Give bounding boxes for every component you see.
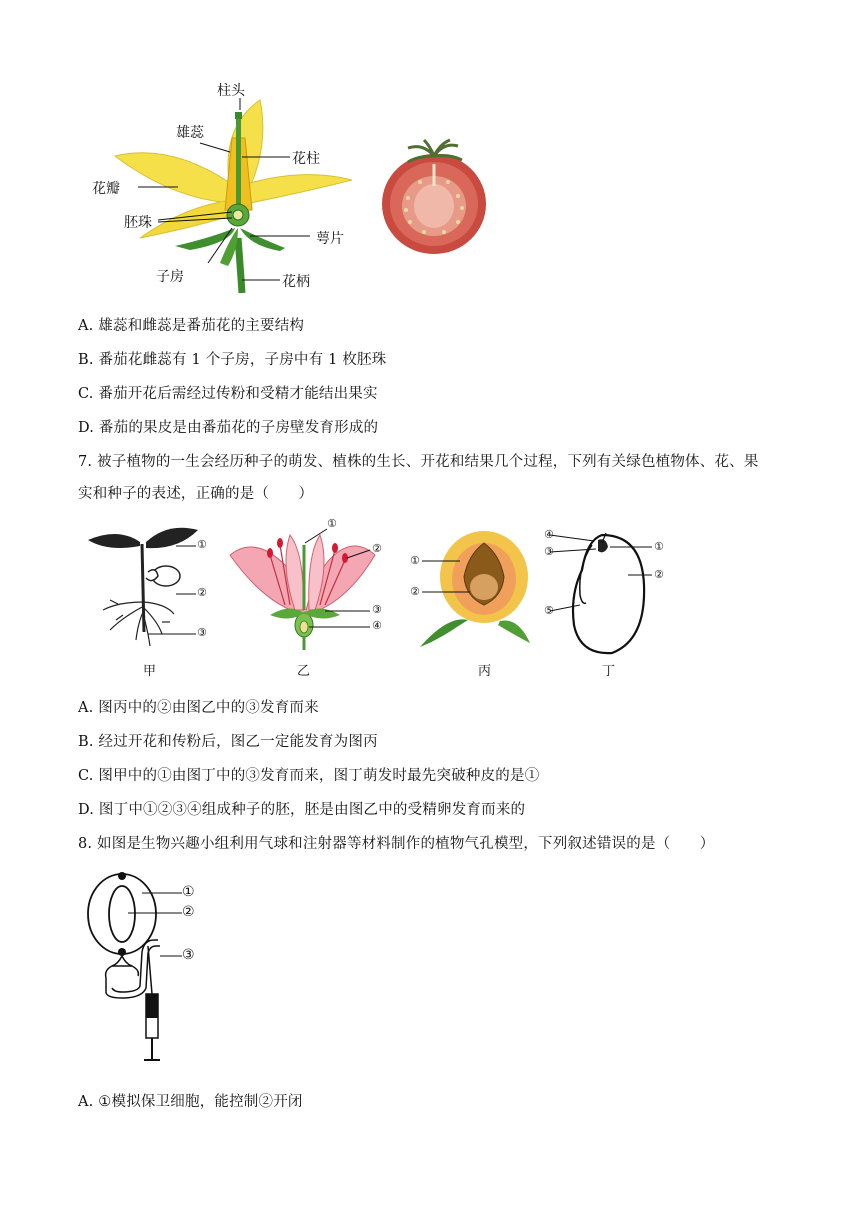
ding-mark-2: ②: [654, 568, 664, 581]
ding-mark-4: ④: [544, 528, 554, 541]
stomata-model-drawing: [82, 868, 232, 1068]
q7-option-d: D. 图丁中①②③④组成种子的胚，胚是由图乙中的受精卵发育而来的: [78, 802, 526, 818]
q7-stem-line2: 实和种子的表述，正确的是（ ）: [78, 486, 314, 502]
tomato-section-image: [378, 138, 492, 256]
flower-diagram: [80, 83, 360, 293]
tomato-drawing: [378, 138, 492, 256]
q6-option-d: D. 番茄的果皮是由番茄花的子房壁发育形成的: [78, 420, 379, 436]
figure-bing-peach: [408, 525, 538, 682]
ding-mark-5: ⑤: [544, 604, 554, 617]
yi-mark-2: ②: [372, 542, 382, 555]
jia-mark-2: ②: [197, 586, 207, 599]
label-ovary: 子房: [156, 269, 184, 285]
q8-option-a: A. ①模拟保卫细胞，能控制②开闭: [78, 1094, 303, 1110]
q7-stem-line1: 7. 被子植物的一生会经历种子的萌发、植株的生长、开花和结果几个过程，下列有关绿色植物体、花、果: [78, 454, 759, 470]
ding-mark-3: ③: [544, 545, 554, 558]
ding-mark-1: ①: [654, 540, 664, 553]
figure-ding-seed: [542, 525, 682, 682]
label-stigma: 柱头: [217, 83, 245, 99]
bing-mark-1: ①: [410, 554, 420, 567]
yi-flower-drawing: [225, 515, 395, 650]
label-style: 花柱: [292, 151, 320, 167]
figure-yi-flower: [225, 515, 395, 682]
yi-mark-3: ③: [372, 603, 382, 616]
yi-caption: 乙: [297, 664, 311, 679]
jia-mark-3: ③: [197, 626, 207, 639]
ding-caption: 丁: [602, 664, 616, 679]
yi-mark-1: ①: [327, 517, 337, 530]
jia-mark-1: ①: [197, 538, 207, 551]
flower-drawing: [80, 88, 360, 293]
q6-option-c: C. 番茄开花后需经过传粉和受精才能结出果实: [78, 386, 378, 402]
label-ovule: 胚珠: [124, 215, 152, 231]
q7-option-c: C. 图甲中的①由图丁中的③发育而来，图丁萌发时最先突破种皮的是①: [78, 768, 540, 784]
bing-caption: 丙: [478, 664, 492, 679]
jia-caption: 甲: [143, 664, 157, 679]
q8-mark-2: ②: [182, 904, 195, 920]
bing-mark-2: ②: [410, 585, 420, 598]
yi-mark-4: ④: [372, 619, 382, 632]
peach-drawing: [408, 525, 538, 650]
label-sepal: 萼片: [316, 231, 344, 247]
q6-option-b: B. 番茄花雌蕊有 1 个子房，子房中有 1 枚胚珠: [78, 352, 387, 368]
label-petal: 花瓣: [92, 181, 120, 197]
q6-option-a: A. 雄蕊和雌蕊是番茄花的主要结构: [78, 318, 305, 334]
label-stamen: 雄蕊: [176, 125, 204, 141]
q8-mark-3: ③: [182, 947, 195, 963]
q7-option-b: B. 经过开花和传粉后，图乙一定能发育为图丙: [78, 734, 378, 750]
label-stalk: 花柄: [282, 274, 310, 290]
q7-option-a: A. 图丙中的②由图乙中的③发育而来: [78, 700, 319, 716]
figure-jia-seedling: [78, 522, 218, 682]
q8-stem: 8. 如图是生物兴趣小组利用气球和注射器等材料制作的植物气孔模型，下列叙述错误的是（ ）: [78, 836, 715, 852]
stomata-model-diagram: [82, 868, 232, 1068]
q8-mark-1: ①: [182, 884, 195, 900]
